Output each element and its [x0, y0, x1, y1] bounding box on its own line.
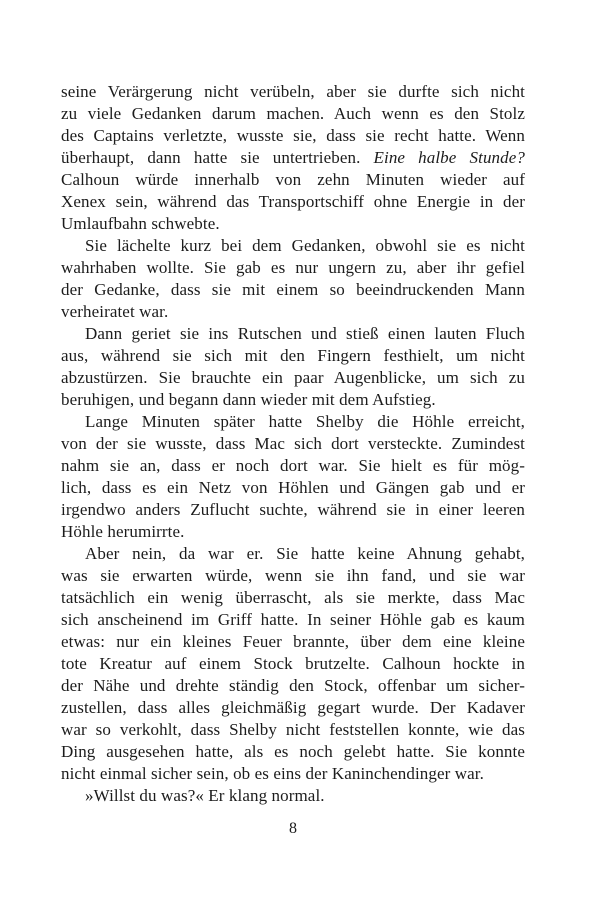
text-segment: Xenex sein, während das Transportschiff ohne Energie in der — [61, 192, 525, 211]
text-segment: irgendwo anders Zuflucht suchte, während sie in einer leeren — [61, 500, 525, 519]
text-segment: lich, dass es ein Netz von Höhlen und Gängen gab und er — [61, 478, 525, 497]
paragraph-4 — [61, 411, 525, 543]
paragraph-1 — [61, 81, 525, 235]
text-line — [61, 499, 525, 521]
text-segment: zustellen, dass alles gleichmäßig gegart wurde. Der Kadaver — [61, 698, 525, 717]
text-segment: seine Verärgerung nicht verübeln, aber sie durfte sich nicht — [61, 82, 525, 101]
text-line — [61, 653, 525, 675]
text-line — [61, 741, 525, 763]
paragraph-5 — [61, 543, 525, 785]
text-segment: tatsächlich ein wenig überrascht, als sie merkte, dass Mac — [61, 588, 525, 607]
text-segment: war so verkohlt, dass Shelby nicht feststellen konnte, wie das — [61, 720, 525, 739]
text-line — [61, 543, 525, 565]
text-line — [61, 587, 525, 609]
text-line — [61, 631, 525, 653]
text-segment: Lange Minuten später hatte Shelby die Höhle erreicht, — [85, 412, 525, 431]
text-line — [61, 521, 525, 543]
text-segment: nicht einmal sicher sein, ob es eins der Kaninchendinger war. — [61, 764, 484, 783]
text-segment: sich anscheinend im Griff hatte. In seiner Höhle gab es kaum — [61, 610, 525, 629]
text-line — [61, 367, 525, 389]
text-segment: »Willst du was?« Er klang normal. — [85, 786, 325, 805]
text-segment: von der sie wusste, dass Mac sich dort versteckte. Zumindest — [61, 434, 525, 453]
text-segment: zu viele Gedanken darum machen. Auch wenn es den Stolz — [61, 104, 525, 123]
text-line — [61, 609, 525, 631]
text-line — [61, 433, 525, 455]
text-line — [61, 103, 525, 125]
text-line — [61, 191, 525, 213]
text-segment: nahm sie an, dass er noch dort war. Sie hielt es für mög- — [61, 456, 525, 475]
text-segment: Calhoun würde innerhalb von zehn Minuten wieder auf — [61, 170, 525, 189]
text-segment: Aber nein, da war er. Sie hatte keine Ahnung gehabt, — [85, 544, 525, 563]
text-line — [61, 301, 525, 323]
text-line — [61, 565, 525, 587]
text-line — [61, 411, 525, 433]
text-line — [61, 763, 525, 785]
text-segment: Dann geriet sie ins Rutschen und stieß einen lauten Fluch — [85, 324, 525, 343]
text-line — [61, 257, 525, 279]
text-line — [61, 455, 525, 477]
text-line — [61, 675, 525, 697]
text-segment: Ding ausgesehen hatte, als es noch gelebt hatte. Sie konnte — [61, 742, 525, 761]
text-line — [61, 169, 525, 191]
text-line — [61, 323, 525, 345]
text-line — [61, 213, 525, 235]
text-segment: beruhigen, und begann dann wieder mit dem Aufstieg. — [61, 390, 436, 409]
text-segment: abzustürzen. Sie brauchte ein paar Augenblicke, um sich zu — [61, 368, 525, 387]
text-line — [61, 81, 525, 103]
text-line — [61, 279, 525, 301]
italic-text-segment: Eine halbe Stunde? — [373, 148, 525, 167]
text-segment: aus, während sie sich mit den Fingern festhielt, um nicht — [61, 346, 525, 365]
text-segment: des Captains verletzte, wusste sie, dass sie recht hatte. Wenn — [61, 126, 525, 145]
paragraph-3 — [61, 323, 525, 411]
text-segment: was sie erwarten würde, wenn sie ihn fand, und sie war — [61, 566, 525, 585]
text-line — [61, 697, 525, 719]
text-segment: der Nähe und drehte ständig den Stock, offenbar um sicher- — [61, 676, 525, 695]
text-segment: etwas: nur ein kleines Feuer brannte, über dem eine kleine — [61, 632, 525, 651]
text-segment: tote Kreatur auf einem Stock brutzelte. Calhoun hockte in — [61, 654, 525, 673]
text-segment: Umlaufbahn schwebte. — [61, 214, 220, 233]
text-segment: verheiratet war. — [61, 302, 169, 321]
text-line — [61, 345, 525, 367]
text-line — [61, 719, 525, 741]
text-line — [61, 147, 525, 169]
text-segment: Sie lächelte kurz bei dem Gedanken, obwohl sie es nicht — [85, 236, 525, 255]
text-block — [61, 81, 525, 807]
text-segment: überhaupt, dann hatte sie untertrieben. — [61, 148, 374, 167]
text-segment: der Gedanke, dass sie mit einem so beeindruckenden Mann — [61, 280, 525, 299]
page-number: 8 — [289, 820, 297, 837]
text-line — [61, 785, 525, 807]
paragraph-6 — [61, 785, 525, 807]
text-segment: wahrhaben wollte. Sie gab es nur ungern zu, aber ihr gefiel — [61, 258, 525, 277]
text-line — [61, 235, 525, 257]
text-line — [61, 389, 525, 411]
paragraph-2 — [61, 235, 525, 323]
text-segment: Höhle herumirrte. — [61, 522, 185, 541]
text-line — [61, 477, 525, 499]
text-line — [61, 125, 525, 147]
